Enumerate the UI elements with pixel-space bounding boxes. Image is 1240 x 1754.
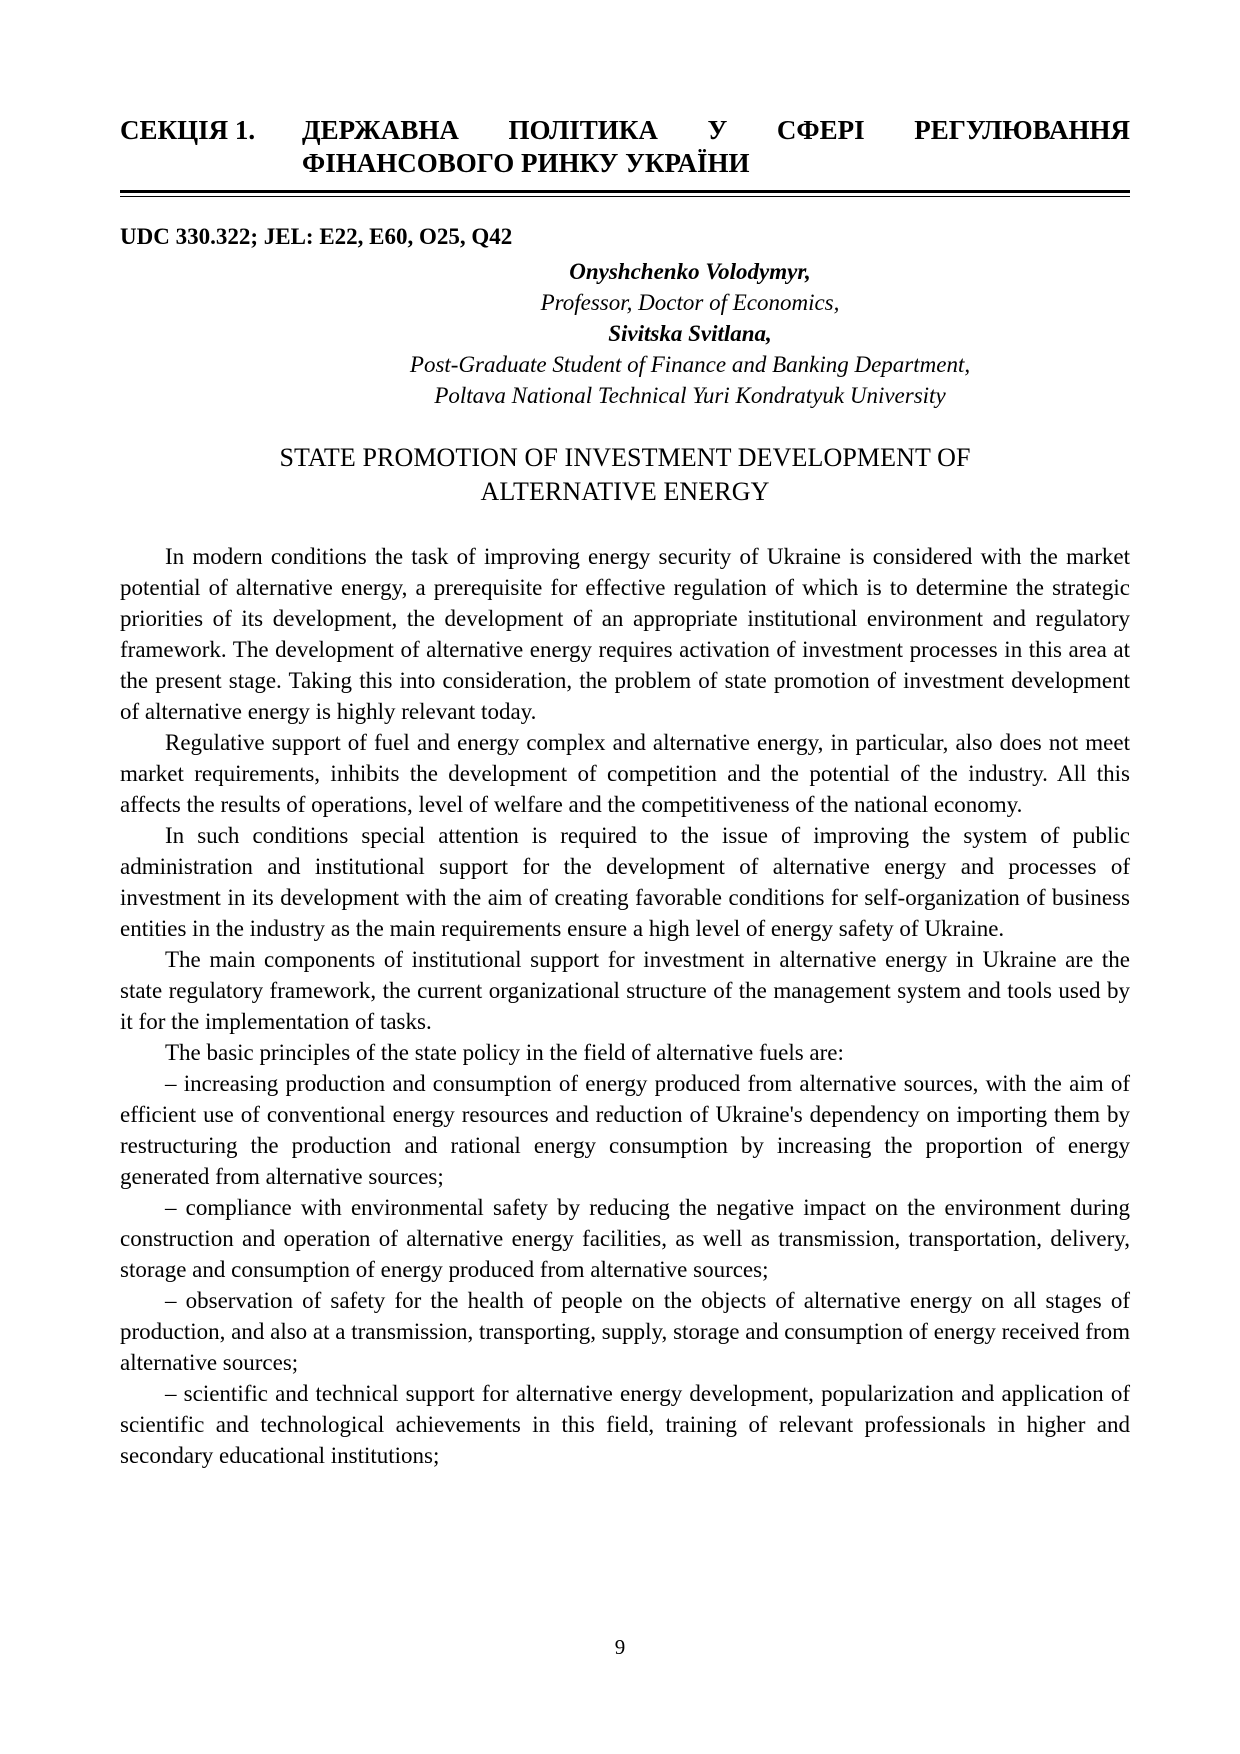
author-1-position: Professor, Doctor of Economics, (540, 290, 840, 315)
article-title-line-2: ALTERNATIVE ENERGY (480, 477, 770, 506)
list-item: – compliance with environmental safety by reducing the negative impact on the environment during construction and operation of alternative energy facilities, as well as transmission, transportation, delivery, storage and consumption of energy produced from alternative sources; (120, 1195, 1130, 1282)
paragraph: In modern conditions the task of improving energy security of Ukraine is considered with the market potential of alternative energy, a prerequisite for effective regulation of which is to determine the strategic priorities of its development, the development of an appropriate institutional environment and regulatory framework. The development of alternative energy requires activation of investment processes in this area at the present stage. Taking this into consideration, the problem of state promotion of investment development of alternative energy is highly relevant today. (120, 544, 1130, 724)
paragraph: Regulative support of fuel and energy complex and alternative energy, in particular, also does not meet market requirements, inhibits the development of competition and the potential of the industry. All this affects the results of operations, level of welfare and the competitiveness of the national economy. (120, 730, 1130, 817)
author-block (120, 256, 1130, 411)
author-1-name: Onyshchenko Volodymyr, (569, 259, 811, 284)
section-title-line-1: ДЕРЖАВНА ПОЛІТИКА У СФЕРІ РЕГУЛЮВАННЯ (302, 115, 1130, 145)
author-2-name: Sivitska Svitlana, (608, 321, 772, 346)
article-body (120, 541, 1130, 1471)
section-title-line-2: ФІНАНСОВОГО РИНКУ УКРАЇНИ (302, 148, 750, 178)
page-number: 9 (614, 1635, 626, 1659)
paragraph: The basic principles of the state policy in the field of alternative fuels are: (165, 1040, 844, 1065)
page-content (120, 114, 1130, 1471)
list-item: – increasing production and consumption of energy produced from alternative sources, with the aim of efficient use of conventional energy resources and reduction of Ukraine's dependency on importing them by restructuring the production and rational energy consumption by increasing the proportion of energy generated from alternative sources; (120, 1071, 1130, 1189)
list-item: – observation of safety for the health of people on the objects of alternative energy on all stages of production, and also at a transmission, transporting, supply, storage and consumption of energy received from alternative sources; (120, 1288, 1130, 1375)
paragraph: In such conditions special attention is required to the issue of improving the system of public administration and institutional support for the development of alternative energy and processes of investment in its development with the aim of creating favorable conditions for self-organization of business entities in the industry as the main requirements ensure a high level of energy safety of Ukraine. (120, 823, 1130, 941)
article-title (120, 441, 1130, 509)
section-title (302, 114, 1130, 180)
section-label: СЕКЦІЯ 1. (120, 115, 256, 145)
paragraph: The main components of institutional support for investment in alternative energy in Ukraine are the state regulatory framework, the current organizational structure of the management system and tools used by it for the implementation of tasks. (120, 947, 1130, 1034)
list-item: – scientific and technical support for alternative energy development, popularization and application of scientific and technological achievements in this field, training of relevant professionals in higher and secondary educational institutions; (120, 1381, 1130, 1468)
header-divider (120, 190, 1130, 197)
author-affiliation: Poltava National Technical Yuri Kondratyuk University (434, 383, 946, 408)
article-title-line-1: STATE PROMOTION OF INVESTMENT DEVELOPMENT OF (279, 443, 971, 472)
author-2-position: Post-Graduate Student of Finance and Banking Department, (409, 352, 971, 377)
section-header (120, 114, 1130, 180)
udc-jel-codes: UDC 330.322; JEL: E22, E60, O25, Q42 (120, 224, 513, 249)
